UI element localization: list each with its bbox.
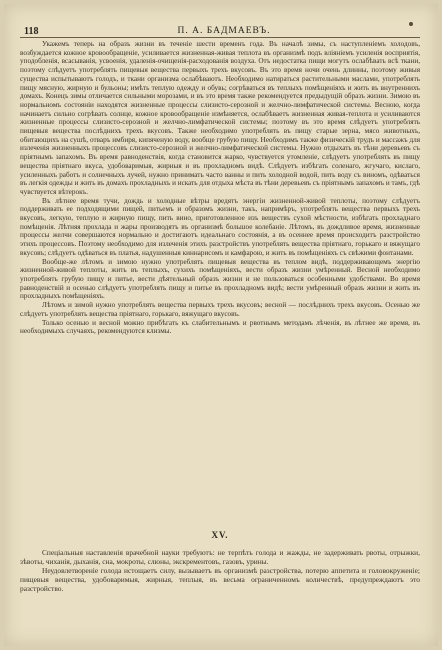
paragraph: Спеціальныя наставленія врачебной науки требуютъ: не терпѣть голода и жажды, не задерживать рвоты, отрыжки, зѣвоты, чиханія, дыханія, сна, мокроты, слюны, экскрементовъ, газовъ, урины. xyxy=(20,548,420,566)
section-body-1 xyxy=(20,40,420,528)
paragraph: Укажемъ теперь на образъ жизни въ теченіе шести временъ года. Въ началѣ зимы, съ наступленіемъ холодовъ, возбуждается кожное кровообращеніе, усиливается жизненная-живая теплота въ организмѣ подъ вліяніемъ усиленія восприятія, уподобленія, всасыванія, усвоенія, удаленія-очищенія-расходованія воздуха. Отъ недостатка пищи могутъ ослабѣвать всѣ ткани, поэтому слѣдуетъ употреблять пищевыя вещества первыхъ трехъ вкусовъ. Въ это время ночи очень длинны, поэтому живыя существа испытываютъ голодъ, и ткани организма ослабѣваютъ. Необходимо натираться растительными маслами, употреблять пищу мясную, жирную и бульоны; имѣть теплую одежду и обувь; согрѣваться въ теплыхъ помѣщеніяхъ и жить въ внутреннихъ домахъ. Конецъ зимы отличается сильными морозами, и въ это время также рекомендуется предыдущій образъ жизни. Зимою въ нормальномъ состояніи находятся жизненные процессы слизисто-серозной и желчно-лимфатической системы. Весною, когда начинаетъ сильно согрѣвать солнце, кожное кровообращеніе измѣняется, ослабѣваетъ жизненная живая-теплота и усиливаются жизненные процессы слизисто-серозной и желчно-лимфатической системы; поэтому въ это время слѣдуетъ употреблять пищевыя вещества послѣднихъ трехъ вкусовъ. Также необходимо употреблять въ пищу старые зерна, мясо животныхъ, обитающихъ на сушѣ, отваръ имбиря, кипяченую воду, вообще грубую пищу. Необходимъ также физическій трудъ и массажъ для излеченія жизненныхъ процессовъ слизисто-серозной и желчно-лимфатической системы. Нужно отдыхать въ тѣни деревьевъ съ пріятнымъ запахомъ. Въ время равноденствія, когда становится жарко, чувствуется утомленіе, слѣдуетъ употреблять въ пищу вещества пріятнаго вкуса, удобоваримыя, жирныя и въ прохладномъ видѣ. Слѣдуетъ избѣгать соленаго, жгучаго, кислаго, усиленныхъ работъ и солнечныхъ лучей, нужно принимать часто ванны и пить холодной водой, пить воду съ виномъ, одѣваться въ легкія одежды и жить въ домахъ прохладныхъ и искать для отдыха мѣста въ тѣни деревьевъ съ пріятнымъ запахомъ и тамъ, гдѣ чувствуется вѣтерокъ. xyxy=(20,40,420,196)
section-body-2 xyxy=(20,548,420,638)
page-number: 118 xyxy=(24,26,39,37)
running-title: П. А. БАДМАЕВЪ. xyxy=(177,26,271,36)
section-numeral: XV. xyxy=(211,530,229,540)
paragraph: Вообще-же лѣтомъ и зимою нужно употреблять пищевыя вещества въ теплом видѣ, поддерживающемъ энергію жизненной-живой теплоты, жить въ теплыхъ, сухихъ помѣщеніяхъ, вести образъ жизни умѣренный. Весной необходимо употреблять грубую пищу и питье, вести дѣятельный образъ жизни и не пользоваться особенными удобствами. Во время равноденствій и осенью слѣдуетъ употреблять пищу и питье въ прохладномъ видѣ; вести умѣренный образъ жизни и жить въ прохладныхъ помѣщеніяхъ. xyxy=(20,257,420,301)
header-rule xyxy=(20,37,420,38)
paragraph: Неудовлетвореніе голода истощаетъ силу, вызываетъ въ организмѣ разстройства, потерю аппетита и головокруженіе; пищевыя вещества, удобоваримыя, жирныя, теплыя, въ весьма ограниченномъ количествѣ, предупреждаютъ это разстройство. xyxy=(20,566,420,593)
paragraph: Лѣтомъ и зимой нужно употреблять вещества первыхъ трехъ вкусовъ; весной — послѣднихъ трехъ вкусовъ. Осенью же слѣдуетъ употреблять вещества пріятнаго, горькаго, вяжущаго вкусовъ. xyxy=(20,301,420,318)
paragraph: Только осенью и весной можно прибѣгать къ слабительнымъ и рвотнымъ методамъ лѣченія, въ лѣтнее же время, въ необходимыхъ случаяхъ, рекомендуются клизмы. xyxy=(20,318,420,336)
paragraph: Въ лѣтнее время тучи, дождь и холодные вѣтры вредятъ энергіи жизненной-живой теплоты, поэтому слѣдуетъ поддерживать ее подходящими пищей, питьемъ и образомъ жизни, такъ, напримѣръ, употреблять вещества первыхъ трехъ вкусовъ, легкую, теплую и жирную пищу, пить вино, приготовленное изъ веществъ сухой мѣстности, избѣгать прохладнаго помѣщенія. Лѣтняя прохлада и жары производятъ въ организмѣ большое колебаніе. Лѣтомъ, въ дождливое время, жизненные процессы желчи совершаются нормально и достигаютъ идеальнаго состоянія, а въ осеннее время происходитъ разстройство этихъ процессовъ. Поэтому необходимо для излеченія этихъ разстройствъ употреблять вещества пріятнаго, горькаго и вяжущаго вкусовъ; слѣдуетъ одѣваться въ платья, надушенныя киннарисомъ и камфарою, и жить въ помѣщеніяхъ съ свѣжими фонтанами. xyxy=(20,196,420,257)
